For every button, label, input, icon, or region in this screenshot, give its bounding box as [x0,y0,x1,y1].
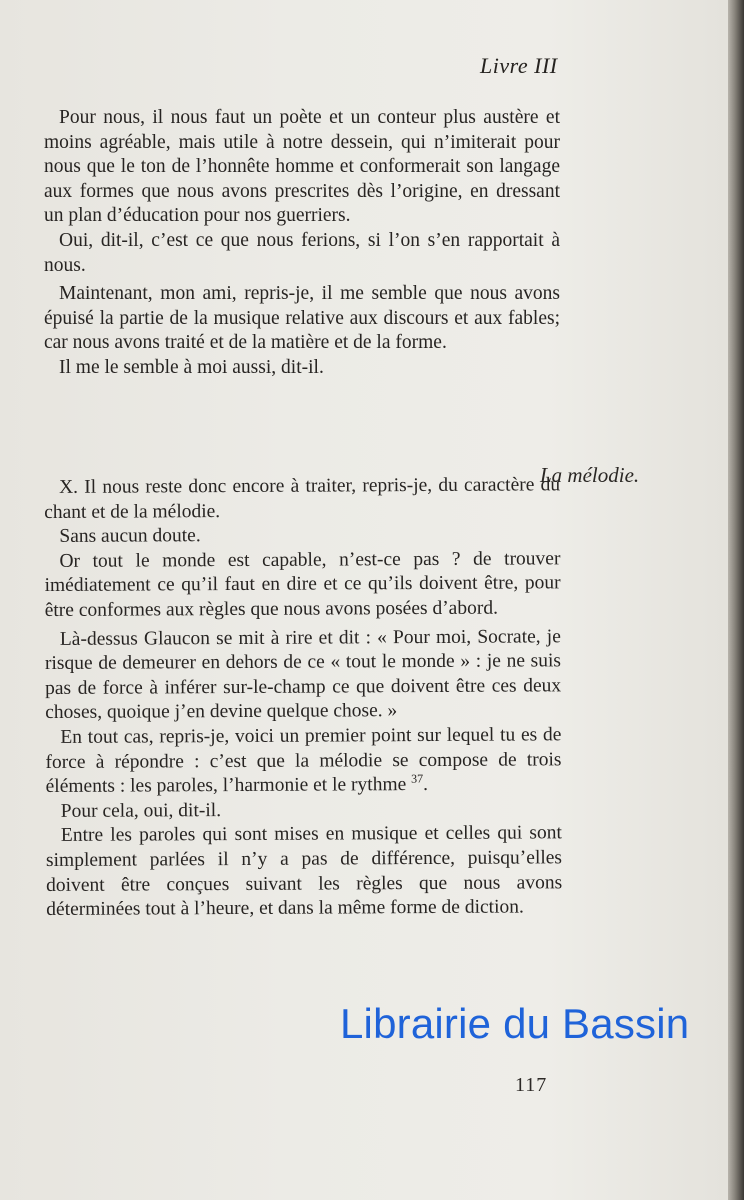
paragraph: Maintenant, mon ami, repris-je, il me semble que nous avons épuisé la partie de la musique relative aux discours et aux fables; car nous avons traité et de la matière et de la forme. [44,283,560,354]
paragraph: Pour cela, oui, dit-il. [60,799,222,822]
text-block-top [44,106,560,381]
paragraph: Or tout le monde est capable, n’est-ce pas ? de trouver imédiatement ce qu’il faut en dire et ce qu’ils doivent être, pour être conformes aux règles que nous avons posées d’abord. [44,548,561,621]
page-edge [728,0,744,1200]
running-head: Livre III [480,53,558,78]
margin-note: La mélodie. [540,463,640,487]
paragraph: Oui, dit-il, c’est ce que nous ferions, si l’on s’en rapportait à nous. [44,229,560,276]
paragraph: Il me le semble à moi aussi, dit-il. [59,356,324,378]
text-block-bottom [44,473,562,922]
paragraph: Entre les paroles qui sont mises en musique et celles qui sont simplement parlées il n’y a pas de différence, puisqu’elles doivent être conçues suivant les règles que nous avons déterminées tout à l’heure, et dans la même forme de diction. [45,822,563,921]
paragraph: Sans aucun doute. [59,525,201,548]
paragraph: Pour nous, il nous faut un poète et un conteur plus austère et moins agréable, mais utile à notre dessein, qui n’imiterait pour nous que le ton de l’honnête homme et conformerait son langage aux formes que nous avons prescrites dès l’origine, en dressant un plan d’éducation pour nos guerriers. [44,107,560,227]
paragraph: X. Il nous reste donc encore à traiter, repris-je, du caractère du chant et de la mélodie. [44,474,561,523]
paragraph-text: En tout cas, repris-je, voici un premier point sur lequel tu es de force à répondre : c’est que la mélodie se compose de trois éléments : les paroles, l’harmonie et le rythme [45,724,562,798]
page-number: 117 [515,1074,548,1096]
footnote-reference: 37 [411,771,424,786]
paragraph-with-footnote: En tout cas, repris-je, voici un premier point sur lequel tu es de force à répondre : c’est que la mélodie se compose de trois éléments : les paroles, l’harmonie et le rythme $^{37}$. [45,724,562,798]
watermark: Librairie du Bassin [340,1000,690,1047]
paragraph: Là-dessus Glaucon se mit à rire et dit : « Pour moi, Socrate, je risque de demeurer en dehors de ce « tout le monde » : je ne suis pas de force à inférer sur-le-champ ce que doivent être ces deux choses, quoique j’en devine quelque chose. » [44,625,562,724]
